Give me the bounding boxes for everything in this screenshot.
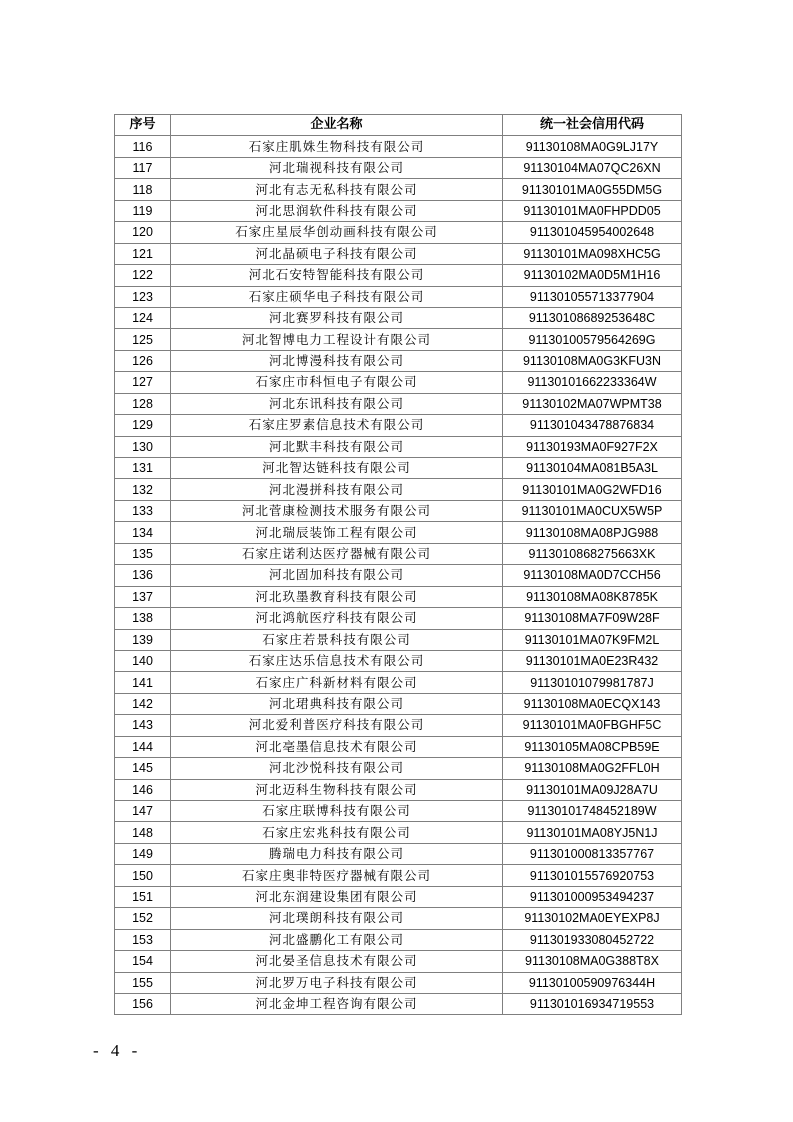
table-row xyxy=(115,200,682,221)
table-row xyxy=(115,565,682,586)
header-seq: 序号 xyxy=(115,115,171,136)
row-company-name: 石家庄达乐信息技术有限公司 xyxy=(171,650,503,671)
table-row xyxy=(115,479,682,500)
row-company-name: 河北罗万电子科技有限公司 xyxy=(171,972,503,993)
table-row xyxy=(115,415,682,436)
table-row xyxy=(115,608,682,629)
row-credit-code: 91130108MA08PJG988 xyxy=(503,522,682,543)
row-company-name: 石家庄硕华电子科技有限公司 xyxy=(171,286,503,307)
row-credit-code: 91130104MA081B5A3L xyxy=(503,458,682,479)
table-row xyxy=(115,522,682,543)
row-company-name: 河北迈科生物科技有限公司 xyxy=(171,779,503,800)
row-company-name: 河北盛鹏化工有限公司 xyxy=(171,929,503,950)
table-row xyxy=(115,157,682,178)
row-seq: 127 xyxy=(115,372,171,393)
table-row xyxy=(115,265,682,286)
row-seq: 128 xyxy=(115,393,171,414)
row-credit-code: 91130101748452189W xyxy=(503,801,682,822)
table-row xyxy=(115,951,682,972)
row-credit-code: 91130102MA0D5M1H16 xyxy=(503,265,682,286)
row-credit-code: 91130101MA09J28A7U xyxy=(503,779,682,800)
row-company-name: 河北瑞视科技有限公司 xyxy=(171,157,503,178)
row-company-name: 河北菅康检测技术服务有限公司 xyxy=(171,500,503,521)
row-seq: 156 xyxy=(115,993,171,1014)
row-company-name: 石家庄若景科技有限公司 xyxy=(171,629,503,650)
row-credit-code: 91130101079981787J xyxy=(503,672,682,693)
row-credit-code: 91130100579564269G xyxy=(503,329,682,350)
row-seq: 123 xyxy=(115,286,171,307)
table-row xyxy=(115,629,682,650)
row-seq: 131 xyxy=(115,458,171,479)
row-credit-code: 91130193MA0F927F2X xyxy=(503,436,682,457)
header-credit-code: 统一社会信用代码 xyxy=(503,115,682,136)
row-credit-code: 911301016934719553 xyxy=(503,993,682,1014)
row-credit-code: 91130108MA0ECQX143 xyxy=(503,693,682,714)
row-credit-code: 91130108MA0G388T8X xyxy=(503,951,682,972)
row-credit-code: 91130104MA07QC26XN xyxy=(503,157,682,178)
row-seq: 117 xyxy=(115,157,171,178)
table-row xyxy=(115,736,682,757)
table-row xyxy=(115,779,682,800)
row-seq: 154 xyxy=(115,951,171,972)
table-row xyxy=(115,801,682,822)
row-seq: 125 xyxy=(115,329,171,350)
row-seq: 140 xyxy=(115,650,171,671)
row-credit-code: 91130101662233364W xyxy=(503,372,682,393)
row-seq: 146 xyxy=(115,779,171,800)
row-credit-code: 911301055713377904 xyxy=(503,286,682,307)
row-company-name: 河北赛罗科技有限公司 xyxy=(171,307,503,328)
table-row xyxy=(115,136,682,157)
row-credit-code: 91130101MA098XHC5G xyxy=(503,243,682,264)
table-row xyxy=(115,650,682,671)
row-company-name: 河北固加科技有限公司 xyxy=(171,565,503,586)
row-credit-code: 91130108MA08K8785K xyxy=(503,586,682,607)
row-seq: 141 xyxy=(115,672,171,693)
row-seq: 155 xyxy=(115,972,171,993)
row-seq: 122 xyxy=(115,265,171,286)
row-company-name: 河北东讯科技有限公司 xyxy=(171,393,503,414)
row-seq: 130 xyxy=(115,436,171,457)
row-seq: 124 xyxy=(115,307,171,328)
row-seq: 132 xyxy=(115,479,171,500)
row-credit-code: 91130108MA0G3KFU3N xyxy=(503,350,682,371)
table-row xyxy=(115,372,682,393)
row-seq: 142 xyxy=(115,693,171,714)
row-company-name: 河北智博电力工程设计有限公司 xyxy=(171,329,503,350)
row-company-name: 河北智达链科技有限公司 xyxy=(171,458,503,479)
table-row xyxy=(115,286,682,307)
row-credit-code: 91130108MA0G9LJ17Y xyxy=(503,136,682,157)
row-seq: 119 xyxy=(115,200,171,221)
row-company-name: 河北思润软件科技有限公司 xyxy=(171,200,503,221)
table-body xyxy=(115,136,682,1015)
row-seq: 135 xyxy=(115,543,171,564)
table-row xyxy=(115,908,682,929)
row-company-name: 石家庄奥非特医疗器械有限公司 xyxy=(171,865,503,886)
table-row xyxy=(115,393,682,414)
table-row xyxy=(115,993,682,1014)
row-seq: 137 xyxy=(115,586,171,607)
row-credit-code: 91130101MA07K9FM2L xyxy=(503,629,682,650)
row-company-name: 河北默丰科技有限公司 xyxy=(171,436,503,457)
row-credit-code: 91130101MA0FBGHF5C xyxy=(503,715,682,736)
row-credit-code: 91130102MA0EYEXP8J xyxy=(503,908,682,929)
row-seq: 139 xyxy=(115,629,171,650)
row-seq: 121 xyxy=(115,243,171,264)
row-seq: 129 xyxy=(115,415,171,436)
row-company-name: 石家庄肌姝生物科技有限公司 xyxy=(171,136,503,157)
table-row xyxy=(115,543,682,564)
row-company-name: 石家庄诺利达医疗器械有限公司 xyxy=(171,543,503,564)
row-seq: 138 xyxy=(115,608,171,629)
row-credit-code: 91130108689253648C xyxy=(503,307,682,328)
row-company-name: 腾瑞电力科技有限公司 xyxy=(171,843,503,864)
table-row xyxy=(115,822,682,843)
row-credit-code: 91130101MA0E23R432 xyxy=(503,650,682,671)
table-row xyxy=(115,329,682,350)
row-company-name: 河北晶硕电子科技有限公司 xyxy=(171,243,503,264)
row-company-name: 河北玖墨教育科技有限公司 xyxy=(171,586,503,607)
table-row xyxy=(115,586,682,607)
row-seq: 145 xyxy=(115,758,171,779)
row-seq: 152 xyxy=(115,908,171,929)
table-row xyxy=(115,672,682,693)
table-row xyxy=(115,222,682,243)
table-header-row xyxy=(115,115,682,136)
row-seq: 133 xyxy=(115,500,171,521)
row-seq: 147 xyxy=(115,801,171,822)
row-credit-code: 911301045954002648 xyxy=(503,222,682,243)
row-credit-code: 91130101MA08YJ5N1J xyxy=(503,822,682,843)
table-row xyxy=(115,436,682,457)
row-company-name: 河北沙悦科技有限公司 xyxy=(171,758,503,779)
table-row xyxy=(115,886,682,907)
row-credit-code: 911301933080452722 xyxy=(503,929,682,950)
row-company-name: 石家庄市科恒电子有限公司 xyxy=(171,372,503,393)
row-seq: 120 xyxy=(115,222,171,243)
table-row xyxy=(115,458,682,479)
table-row xyxy=(115,693,682,714)
row-seq: 136 xyxy=(115,565,171,586)
row-company-name: 河北金坤工程咨询有限公司 xyxy=(171,993,503,1014)
row-company-name: 河北瑞辰装饰工程有限公司 xyxy=(171,522,503,543)
row-company-name: 河北博漫科技有限公司 xyxy=(171,350,503,371)
row-credit-code: 91130108MA0D7CCH56 xyxy=(503,565,682,586)
row-seq: 134 xyxy=(115,522,171,543)
table-row xyxy=(115,929,682,950)
row-credit-code: 91130100590976344H xyxy=(503,972,682,993)
row-credit-code: 91130101MA0CUX5W5P xyxy=(503,500,682,521)
row-credit-code: 91130102MA07WPMT38 xyxy=(503,393,682,414)
row-seq: 144 xyxy=(115,736,171,757)
row-company-name: 石家庄广科新材料有限公司 xyxy=(171,672,503,693)
row-credit-code: 91130108682756​63XK xyxy=(503,543,682,564)
row-company-name: 河北石安特智能科技有限公司 xyxy=(171,265,503,286)
row-seq: 143 xyxy=(115,715,171,736)
row-seq: 118 xyxy=(115,179,171,200)
row-seq: 149 xyxy=(115,843,171,864)
row-credit-code: 911301015576920753 xyxy=(503,865,682,886)
row-seq: 116 xyxy=(115,136,171,157)
table-row xyxy=(115,307,682,328)
row-credit-code: 91130108MA0G2FFL0H xyxy=(503,758,682,779)
row-credit-code: 91130101MA0G2WFD16 xyxy=(503,479,682,500)
table-row xyxy=(115,758,682,779)
row-seq: 150 xyxy=(115,865,171,886)
row-seq: 148 xyxy=(115,822,171,843)
table-row xyxy=(115,865,682,886)
row-credit-code: 911301000953494237 xyxy=(503,886,682,907)
row-company-name: 河北漫拼科技有限公司 xyxy=(171,479,503,500)
row-seq: 126 xyxy=(115,350,171,371)
row-credit-code: 911301000813357767 xyxy=(503,843,682,864)
row-seq: 151 xyxy=(115,886,171,907)
row-company-name: 石家庄星辰华创动画科技有限公司 xyxy=(171,222,503,243)
row-company-name: 河北珺典科技有限公司 xyxy=(171,693,503,714)
row-company-name: 河北鸿航医疗科技有限公司 xyxy=(171,608,503,629)
table-row xyxy=(115,500,682,521)
row-company-name: 石家庄罗素信息技术有限公司 xyxy=(171,415,503,436)
row-credit-code: 91130108MA7F09W28F xyxy=(503,608,682,629)
row-company-name: 石家庄联博科技有限公司 xyxy=(171,801,503,822)
table-row xyxy=(115,350,682,371)
header-company-name: 企业名称 xyxy=(171,115,503,136)
page-number: - 4 - xyxy=(93,1041,142,1060)
row-credit-code: 91130105MA08CPB59E xyxy=(503,736,682,757)
row-company-name: 河北有志无私科技有限公司 xyxy=(171,179,503,200)
table-row xyxy=(115,179,682,200)
row-company-name: 河北亳墨信息技术有限公司 xyxy=(171,736,503,757)
row-credit-code: 911301043478876834 xyxy=(503,415,682,436)
table-row xyxy=(115,843,682,864)
row-credit-code: 91130101MA0G55DM5G xyxy=(503,179,682,200)
table-row xyxy=(115,715,682,736)
enterprise-table xyxy=(114,114,682,1015)
row-company-name: 石家庄宏兆科技有限公司 xyxy=(171,822,503,843)
row-credit-code: 91130101MA0FHPDD05 xyxy=(503,200,682,221)
row-company-name: 河北东润建设集团有限公司 xyxy=(171,886,503,907)
row-company-name: 河北晏圣信息技术有限公司 xyxy=(171,951,503,972)
table-row xyxy=(115,972,682,993)
table-row xyxy=(115,243,682,264)
row-company-name: 河北爱利普医疗科技有限公司 xyxy=(171,715,503,736)
row-company-name: 河北璞朗科技有限公司 xyxy=(171,908,503,929)
row-seq: 153 xyxy=(115,929,171,950)
